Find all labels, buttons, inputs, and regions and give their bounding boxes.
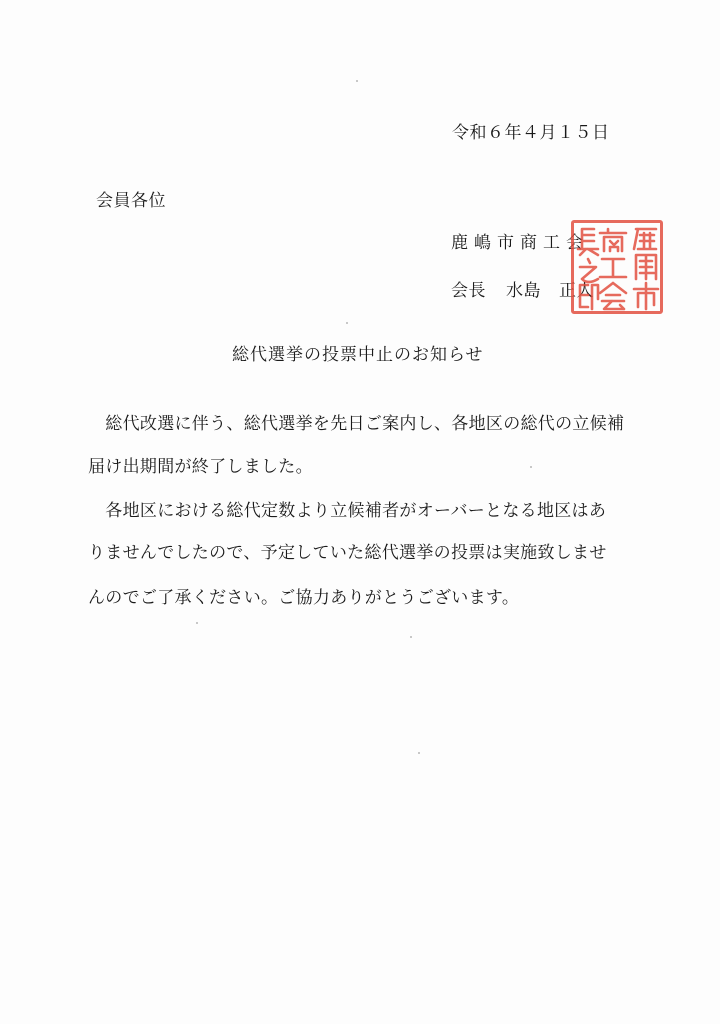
scan-speck <box>196 622 198 624</box>
body-line-3: 各地区における総代定数より立候補者がオーバーとなる地区はあ <box>88 501 607 521</box>
body-line-5: んのでご了承ください。ご協力ありがとうございます。 <box>88 588 520 608</box>
president-surname: 水島 <box>506 281 541 301</box>
body-line-1: 総代改選に伴う、総代選挙を先日ご案内し、各地区の総代の立候補 <box>88 414 625 434</box>
organization-name: 鹿嶋市商工会 <box>451 233 589 253</box>
recipient: 会員各位 <box>96 191 166 211</box>
document-title: 総代選挙の投票中止のお知らせ <box>232 345 484 365</box>
issue-date: 令和６年４月１５日 <box>452 123 610 143</box>
official-seal-stamp <box>571 220 663 314</box>
seal-glyphs <box>574 223 660 311</box>
body-line-4: りませんでしたので、予定していた総代選挙の投票は実施致しませ <box>88 543 607 563</box>
president-given-name: 正人 <box>559 281 594 301</box>
body-line-2: 届け出期間が終了しました。 <box>88 457 313 477</box>
scan-speck <box>346 322 348 324</box>
scan-speck <box>356 80 358 82</box>
scan-speck <box>530 466 532 468</box>
scan-speck <box>410 636 412 638</box>
president-title: 会長 <box>451 281 486 301</box>
scan-speck <box>418 752 420 754</box>
